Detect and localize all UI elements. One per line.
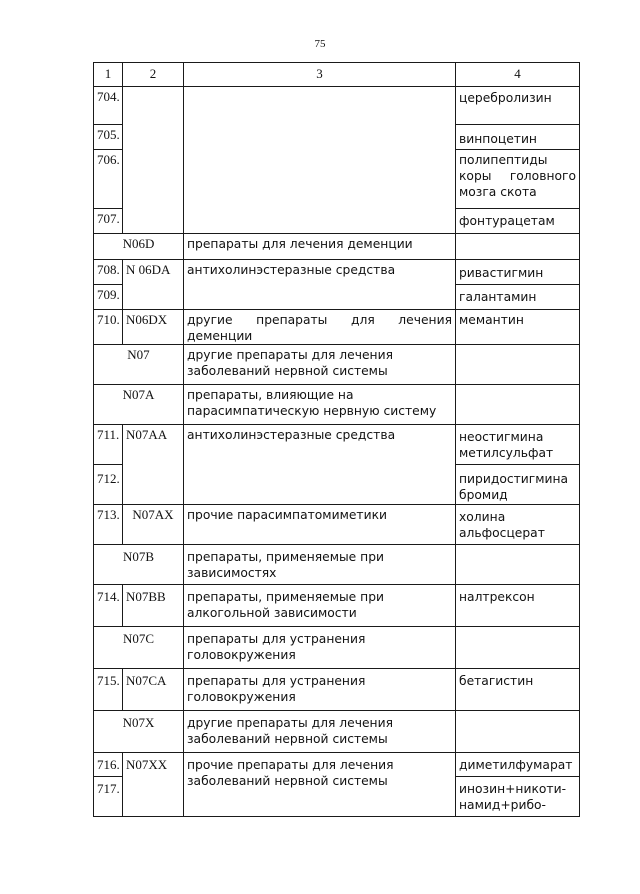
row-number: 717. <box>94 777 123 817</box>
column-header-2: 2 <box>123 63 184 87</box>
group-description: препараты для устранения головокружения <box>184 669 456 711</box>
drug-name: ривастигмин <box>456 260 580 285</box>
drug-name <box>456 234 580 260</box>
atc-code: N06D <box>94 234 184 260</box>
table-row <box>94 345 580 385</box>
row-number: 714. <box>94 585 123 627</box>
page-number: 75 <box>314 38 326 50</box>
drug-name: пиридостигмина бромид <box>456 465 580 505</box>
group-description: антихолинэстеразные средства <box>184 260 456 310</box>
table-row <box>94 627 580 669</box>
row-number: 716. <box>94 753 123 777</box>
row-number: 715. <box>94 669 123 711</box>
table-row <box>94 711 580 753</box>
atc-code-cell <box>123 87 184 234</box>
drug-table <box>93 62 580 817</box>
group-description: препараты, применяемые при зависимостях <box>184 545 456 585</box>
table-row <box>94 585 580 627</box>
row-number: 707. <box>94 209 123 234</box>
atc-code: N07B <box>94 545 184 585</box>
table-row <box>94 505 580 545</box>
row-number: 705. <box>94 125 123 150</box>
atc-code: N07A <box>94 385 184 425</box>
drug-name: мемантин <box>456 310 580 345</box>
row-number: 710. <box>94 310 123 345</box>
group-description: антихолинэстеразные средства <box>184 425 456 505</box>
atc-code: N07 <box>94 345 184 385</box>
group-description: прочие парасимпатомиметики <box>184 505 456 545</box>
table-row <box>94 425 580 465</box>
table-header-row <box>94 63 580 87</box>
drug-name <box>456 711 580 753</box>
drug-name: диметилфумарат <box>456 753 580 777</box>
atc-code: N07AA <box>123 425 184 505</box>
drug-name: церебролизин <box>456 87 580 125</box>
drug-name <box>456 385 580 425</box>
group-description: препараты, влияющие на парасимпатическую нервную систему <box>184 385 456 425</box>
atc-code: N07BB <box>123 585 184 627</box>
drug-name <box>456 345 580 385</box>
row-number: 706. <box>94 150 123 209</box>
row-number: 704. <box>94 87 123 125</box>
drug-name: галантамин <box>456 285 580 310</box>
drug-name <box>456 627 580 669</box>
group-description: препараты, применяемые при алкогольной зависимости <box>184 585 456 627</box>
table-row <box>94 260 580 285</box>
table-row <box>94 669 580 711</box>
group-description: другие препараты для лечения деменции <box>184 310 456 345</box>
atc-code: N07X <box>94 711 184 753</box>
row-number: 713. <box>94 505 123 545</box>
table-row <box>94 234 580 260</box>
row-number: 708. <box>94 260 123 285</box>
column-header-3: 3 <box>184 63 456 87</box>
table-row <box>94 87 580 125</box>
table-row <box>94 753 580 777</box>
table-row <box>94 545 580 585</box>
column-header-1: 1 <box>94 63 123 87</box>
group-description: прочие препараты для лечения заболеваний нервной системы <box>184 753 456 817</box>
group-description: препараты для лечения деменции <box>184 234 456 260</box>
drug-name: налтрексон <box>456 585 580 627</box>
table-row <box>94 310 580 345</box>
description-cell <box>184 87 456 234</box>
group-description: другие препараты для лечения заболеваний нервной системы <box>184 711 456 753</box>
atc-code: N07AX <box>123 505 184 545</box>
atc-code: N07XX <box>123 753 184 817</box>
table-row <box>94 385 580 425</box>
drug-name: неостигмина метилсульфат <box>456 425 580 465</box>
row-number: 709. <box>94 285 123 310</box>
drug-name: инозин+никоти- намид+рибо- <box>456 777 580 817</box>
atc-code: N07CA <box>123 669 184 711</box>
column-header-4: 4 <box>456 63 580 87</box>
drug-name: полипептиды коры головного мозга скота <box>456 150 580 209</box>
drug-name: фонтурацетам <box>456 209 580 234</box>
group-description: препараты для устранения головокружения <box>184 627 456 669</box>
group-description: другие препараты для лечения заболеваний нервной системы <box>184 345 456 385</box>
drug-name: винпоцетин <box>456 125 580 150</box>
atc-code: N07C <box>94 627 184 669</box>
row-number: 711. <box>94 425 123 465</box>
drug-name: холина альфосцерат <box>456 505 580 545</box>
drug-name: бетагистин <box>456 669 580 711</box>
drug-name <box>456 545 580 585</box>
atc-code: N06DX <box>123 310 184 345</box>
row-number: 712. <box>94 465 123 505</box>
atc-code: N 06DA <box>123 260 184 310</box>
